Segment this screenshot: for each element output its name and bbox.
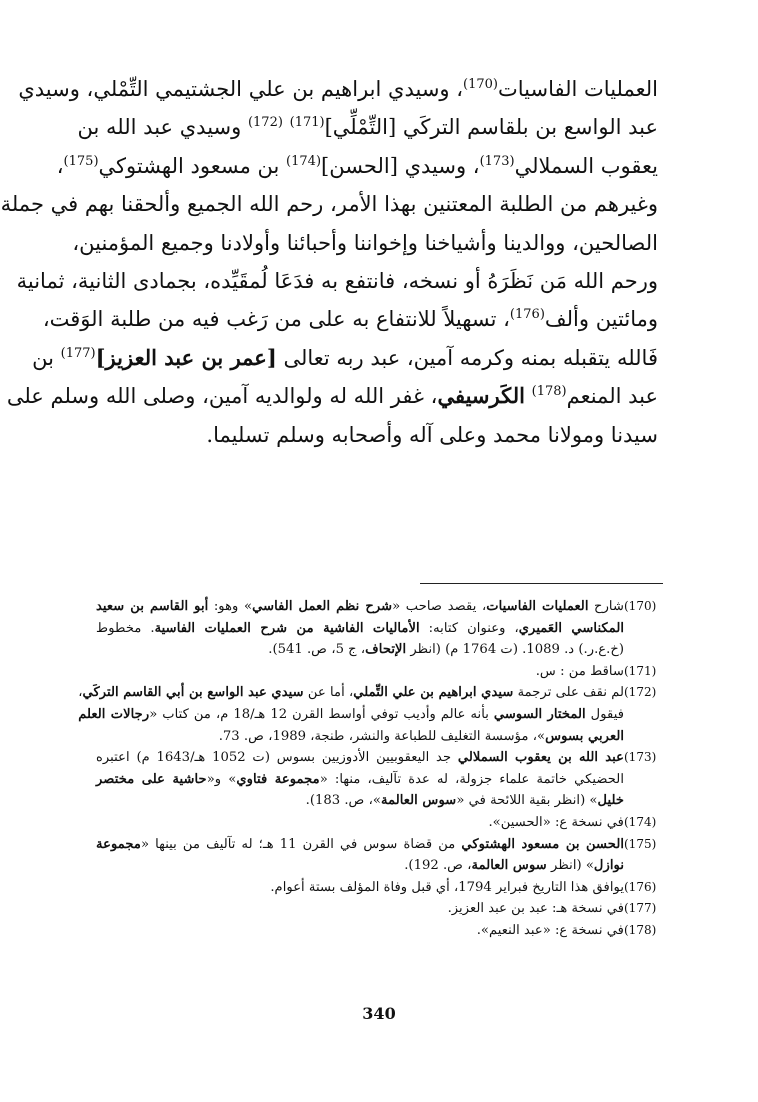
body-line: فَالله يتقبله بمنه وكرمه آمين، عبد ربه تعالى [عمر بن عبد العزيز]$^{(177)}$ بن <box>32 344 658 370</box>
footnote-line: لم نقف على ترجمة سيدي ابراهيم بن علي التِّملي، أما عن سيدي عبد الواسع بن أبي القاسم التركَي، <box>78 685 624 701</box>
footnote-line: ساقط من : س. <box>535 663 624 679</box>
main-text <box>0 70 658 454</box>
footnote-text <box>96 596 624 661</box>
footnote <box>96 920 664 942</box>
footnote-line: شارح العمليات الفاسيات، يقصد صاحب «شرح نظم العمل الفاسي» وهو: أبو القاسم بن سعيد <box>96 599 625 614</box>
body-line: وغيرهم من الطلبة المعتنين بهذا الأمر، رحم الله الجميع وألحقنا بهم في جملة <box>0 192 658 217</box>
footnote <box>96 661 664 683</box>
body-line: عبد المنعم$^{(178)}$ الكَرسيفي، غفر الله له ولوالديه آمين، وصلى الله وسلم على <box>6 383 658 409</box>
footnote-line: في نسخة هـ: عبد بن عبد العزيز. <box>447 901 624 917</box>
footnote-line: الحسن بن مسعود الهشتوكي من قضاة سوس في القرن 11 هـ؛ له تآليف من بينها «مجموعة <box>96 836 624 852</box>
footnote <box>96 747 664 812</box>
footnote-line: (خ.ع.ر.) د. 1089. (ت 1764 م) (انظر الإتحاف، ج 5، ص. 541). <box>268 642 624 658</box>
footnote <box>96 834 664 877</box>
footnote-line: نوازل» (انظر سوس العالمة، ص. 192). <box>404 858 624 874</box>
body-line: ومائتين وألف$^{(176)}$، تسهيلاً للانتفاع به على من رَغب فيه من طلبة الوَقت، <box>42 307 658 332</box>
body-line: ورحم الله مَن نَظَرَهُ أو نسخه، فانتفع به فدَعَا لُمقَيِّده، بجمادى الثانية، ثمانية <box>16 268 658 293</box>
footnote-number: (172) <box>624 685 657 700</box>
footnote-text <box>96 834 624 877</box>
footnote-line: فيقول المختار السوسي بأنه عالم وأديب توفي أواسط القرن 12 هـ/18 م، من كتاب «رجالات العلم <box>78 706 624 722</box>
footnote-text <box>96 747 624 812</box>
footnote-text <box>96 877 624 899</box>
footnote <box>96 877 664 899</box>
body-line: سيدنا ومولانا محمد وعلى آله وأصحابه وسلم تسليما. <box>206 422 658 447</box>
footnotes <box>78 596 664 942</box>
body-line: الصالحين، ووالدينا وأشياخنا وإخواننا وأحبائنا وأولادنا وجميع المؤمنين، <box>72 230 658 255</box>
footnote-text <box>96 661 624 683</box>
footnote-line: المكناسي العَميري، وعنوان كتابه: الأماليات الفاشية من شرح العمليات الفاسية. مخطوط <box>96 620 625 636</box>
footnote-text <box>78 682 624 747</box>
footnote-line: في نسخة ع: «عبد النعيم». <box>476 922 624 938</box>
footnote-number: (178) <box>624 922 657 937</box>
footnote-number: (174) <box>624 814 657 829</box>
footnote-line: في نسخة ع: «الحسين». <box>488 814 624 830</box>
footnote-text <box>96 920 624 942</box>
footnote-number: (177) <box>624 901 657 916</box>
body-line: عبد الواسع بن بلقاسم التركَي [التِّمْلِّي]$^{(171)}$ $^{(172)}$ وسيدي عبد الله بن <box>77 115 658 140</box>
footnote <box>96 596 664 661</box>
footnote-number: (170) <box>624 599 657 613</box>
footnote-number: (175) <box>624 836 657 851</box>
footnote-line: عبد الله بن يعقوب السملالي جد اليعقوبيين الأدوزيين بسوس (ت 1052 هـ/1643 م) اعتبره <box>96 750 625 766</box>
footnote <box>96 812 664 834</box>
footnote-line: يوافق هذا التاريخ فبراير 1794، أي قبل وفاة المؤلف بستة أعوام. <box>270 879 624 895</box>
footnote-line: الحضيكي خاتمة علماء جزولة، له عدة تآليف، منها: «مجموعة فتاوي» و«حاشية على مختصر <box>96 771 624 787</box>
footnote-line: خليل» (انظر بقية اللائحة في «سوس العالمة»، ص. 183). <box>305 793 624 809</box>
footnote-text <box>96 812 624 834</box>
footnote-text <box>96 898 624 920</box>
footnote-number: (173) <box>624 750 657 765</box>
footnote-separator <box>420 583 663 584</box>
page-number: 340 <box>362 1004 396 1023</box>
body-line: يعقوب السملالي$^{(173)}$، وسيدي [الحسن]$^{(174)}$ بن مسعود الهشتوكي$^{(175)}$، <box>56 153 658 178</box>
footnote-number: (176) <box>624 879 657 894</box>
footnote <box>96 898 664 920</box>
body-line: العمليات الفاسيات$^{(170)}$، وسيدي ابراهيم بن علي الجشتيمي التِّمْلي، وسيدي <box>18 77 658 101</box>
footnote <box>78 682 664 747</box>
footnote-line: العربي بسوس»، مؤسسة التغليف للطباعة والنشر، طنجة، 1989، ص. 73. <box>218 728 624 744</box>
footnote-number: (171) <box>624 663 657 678</box>
